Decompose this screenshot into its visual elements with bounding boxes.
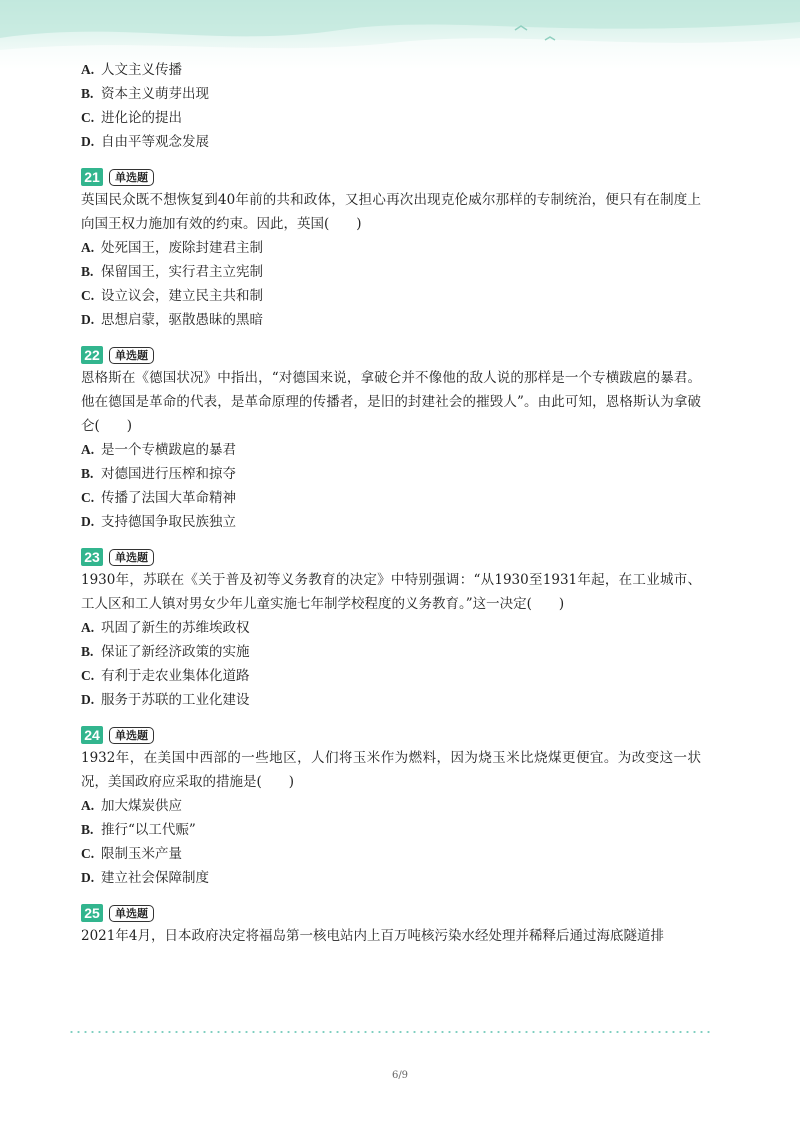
question-stem: 1932年，在美国中西部的一些地区，人们将玉米作为燃料，因为烧玉米比烧煤更便宜。为改变这一状况，美国政府应采取的措施是( ): [81, 750, 701, 790]
question-stem: 1930年，苏联在《关于普及初等义务教育的决定》中特别强调：“从1930至1931年起，在工业城市、工人区和工人镇对男女少年儿童实施七年制学校程度的义务教育。”这一决定( ): [81, 572, 701, 612]
option-b[interactable]: B. 对德国进行压榨和掠夺: [81, 466, 236, 482]
option-c[interactable]: C. 传播了法国大革命精神: [81, 490, 236, 506]
option-a[interactable]: A. 加大煤炭供应: [81, 798, 182, 814]
question-number: 24: [81, 726, 103, 744]
question-number: 23: [81, 548, 103, 566]
question-type-badge: 单选题: [109, 347, 154, 364]
pre-options: [81, 58, 701, 154]
question-type-badge: 单选题: [109, 549, 154, 566]
page-number: 6/9: [391, 1070, 409, 1081]
option-d[interactable]: D. 建立社会保障制度: [81, 870, 209, 886]
question-header: [81, 902, 701, 924]
question-24: [81, 724, 701, 890]
option-d[interactable]: D. 思想启蒙，驱散愚昧的黑暗: [81, 312, 263, 328]
question-type-badge: 单选题: [109, 169, 154, 186]
question-type-badge: 单选题: [109, 727, 154, 744]
option-b[interactable]: B. 保留国王，实行君主立宪制: [81, 264, 263, 280]
option-b[interactable]: B. 推行“以工代赈”: [81, 822, 196, 838]
page-content: [81, 58, 701, 948]
question-header: [81, 724, 701, 746]
option-d[interactable]: D. 自由平等观念发展: [81, 134, 209, 150]
question-header: [81, 166, 701, 188]
option-c[interactable]: C. 设立议会，建立民主共和制: [81, 288, 263, 304]
question-23: [81, 546, 701, 712]
option-d[interactable]: D. 支持德国争取民族独立: [81, 514, 236, 530]
question-type-badge: 单选题: [109, 905, 154, 922]
question-header: [81, 344, 701, 366]
option-a[interactable]: A. 处死国王，废除封建君主制: [81, 240, 263, 256]
question-stem: 英国民众既不想恢复到40年前的共和政体，又担心再次出现克伦威尔那样的专制统治，便只有在制度上向国王权力施加有效的约束。因此，英国( ): [81, 192, 701, 232]
option-d[interactable]: D. 服务于苏联的工业化建设: [81, 692, 250, 708]
question-header: [81, 546, 701, 568]
option-c[interactable]: C. 进化论的提出: [81, 110, 182, 126]
option-c[interactable]: C. 有利于走农业集体化道路: [81, 668, 250, 684]
question-22: [81, 344, 701, 534]
option-b[interactable]: B. 资本主义萌芽出现: [81, 86, 209, 102]
option-a[interactable]: A. 巩固了新生的苏维埃政权: [81, 620, 250, 636]
footer-dotted-divider: [68, 1031, 713, 1033]
question-number: 22: [81, 346, 103, 364]
question-number: 25: [81, 904, 103, 922]
question-25: [81, 902, 701, 948]
question-stem: 2021年4月，日本政府决定将福岛第一核电站内上百万吨核污染水经处理并稀释后通过海底隧道排: [81, 928, 664, 944]
question-stem: 恩格斯在《德国状况》中指出，“对德国来说，拿破仑并不像他的敌人说的那样是一个专横跋扈的暴君。他在德国是革命的代表，是革命原理的传播者，是旧的封建社会的摧毁人”。由此可知，恩格斯认为拿破仑( ): [81, 370, 701, 434]
question-number: 21: [81, 168, 103, 186]
option-b[interactable]: B. 保证了新经济政策的实施: [81, 644, 250, 660]
question-21: [81, 166, 701, 332]
option-c[interactable]: C. 限制玉米产量: [81, 846, 182, 862]
option-a[interactable]: A. 是一个专横跋扈的暴君: [81, 442, 236, 458]
option-a[interactable]: A. 人文主义传播: [81, 62, 182, 78]
